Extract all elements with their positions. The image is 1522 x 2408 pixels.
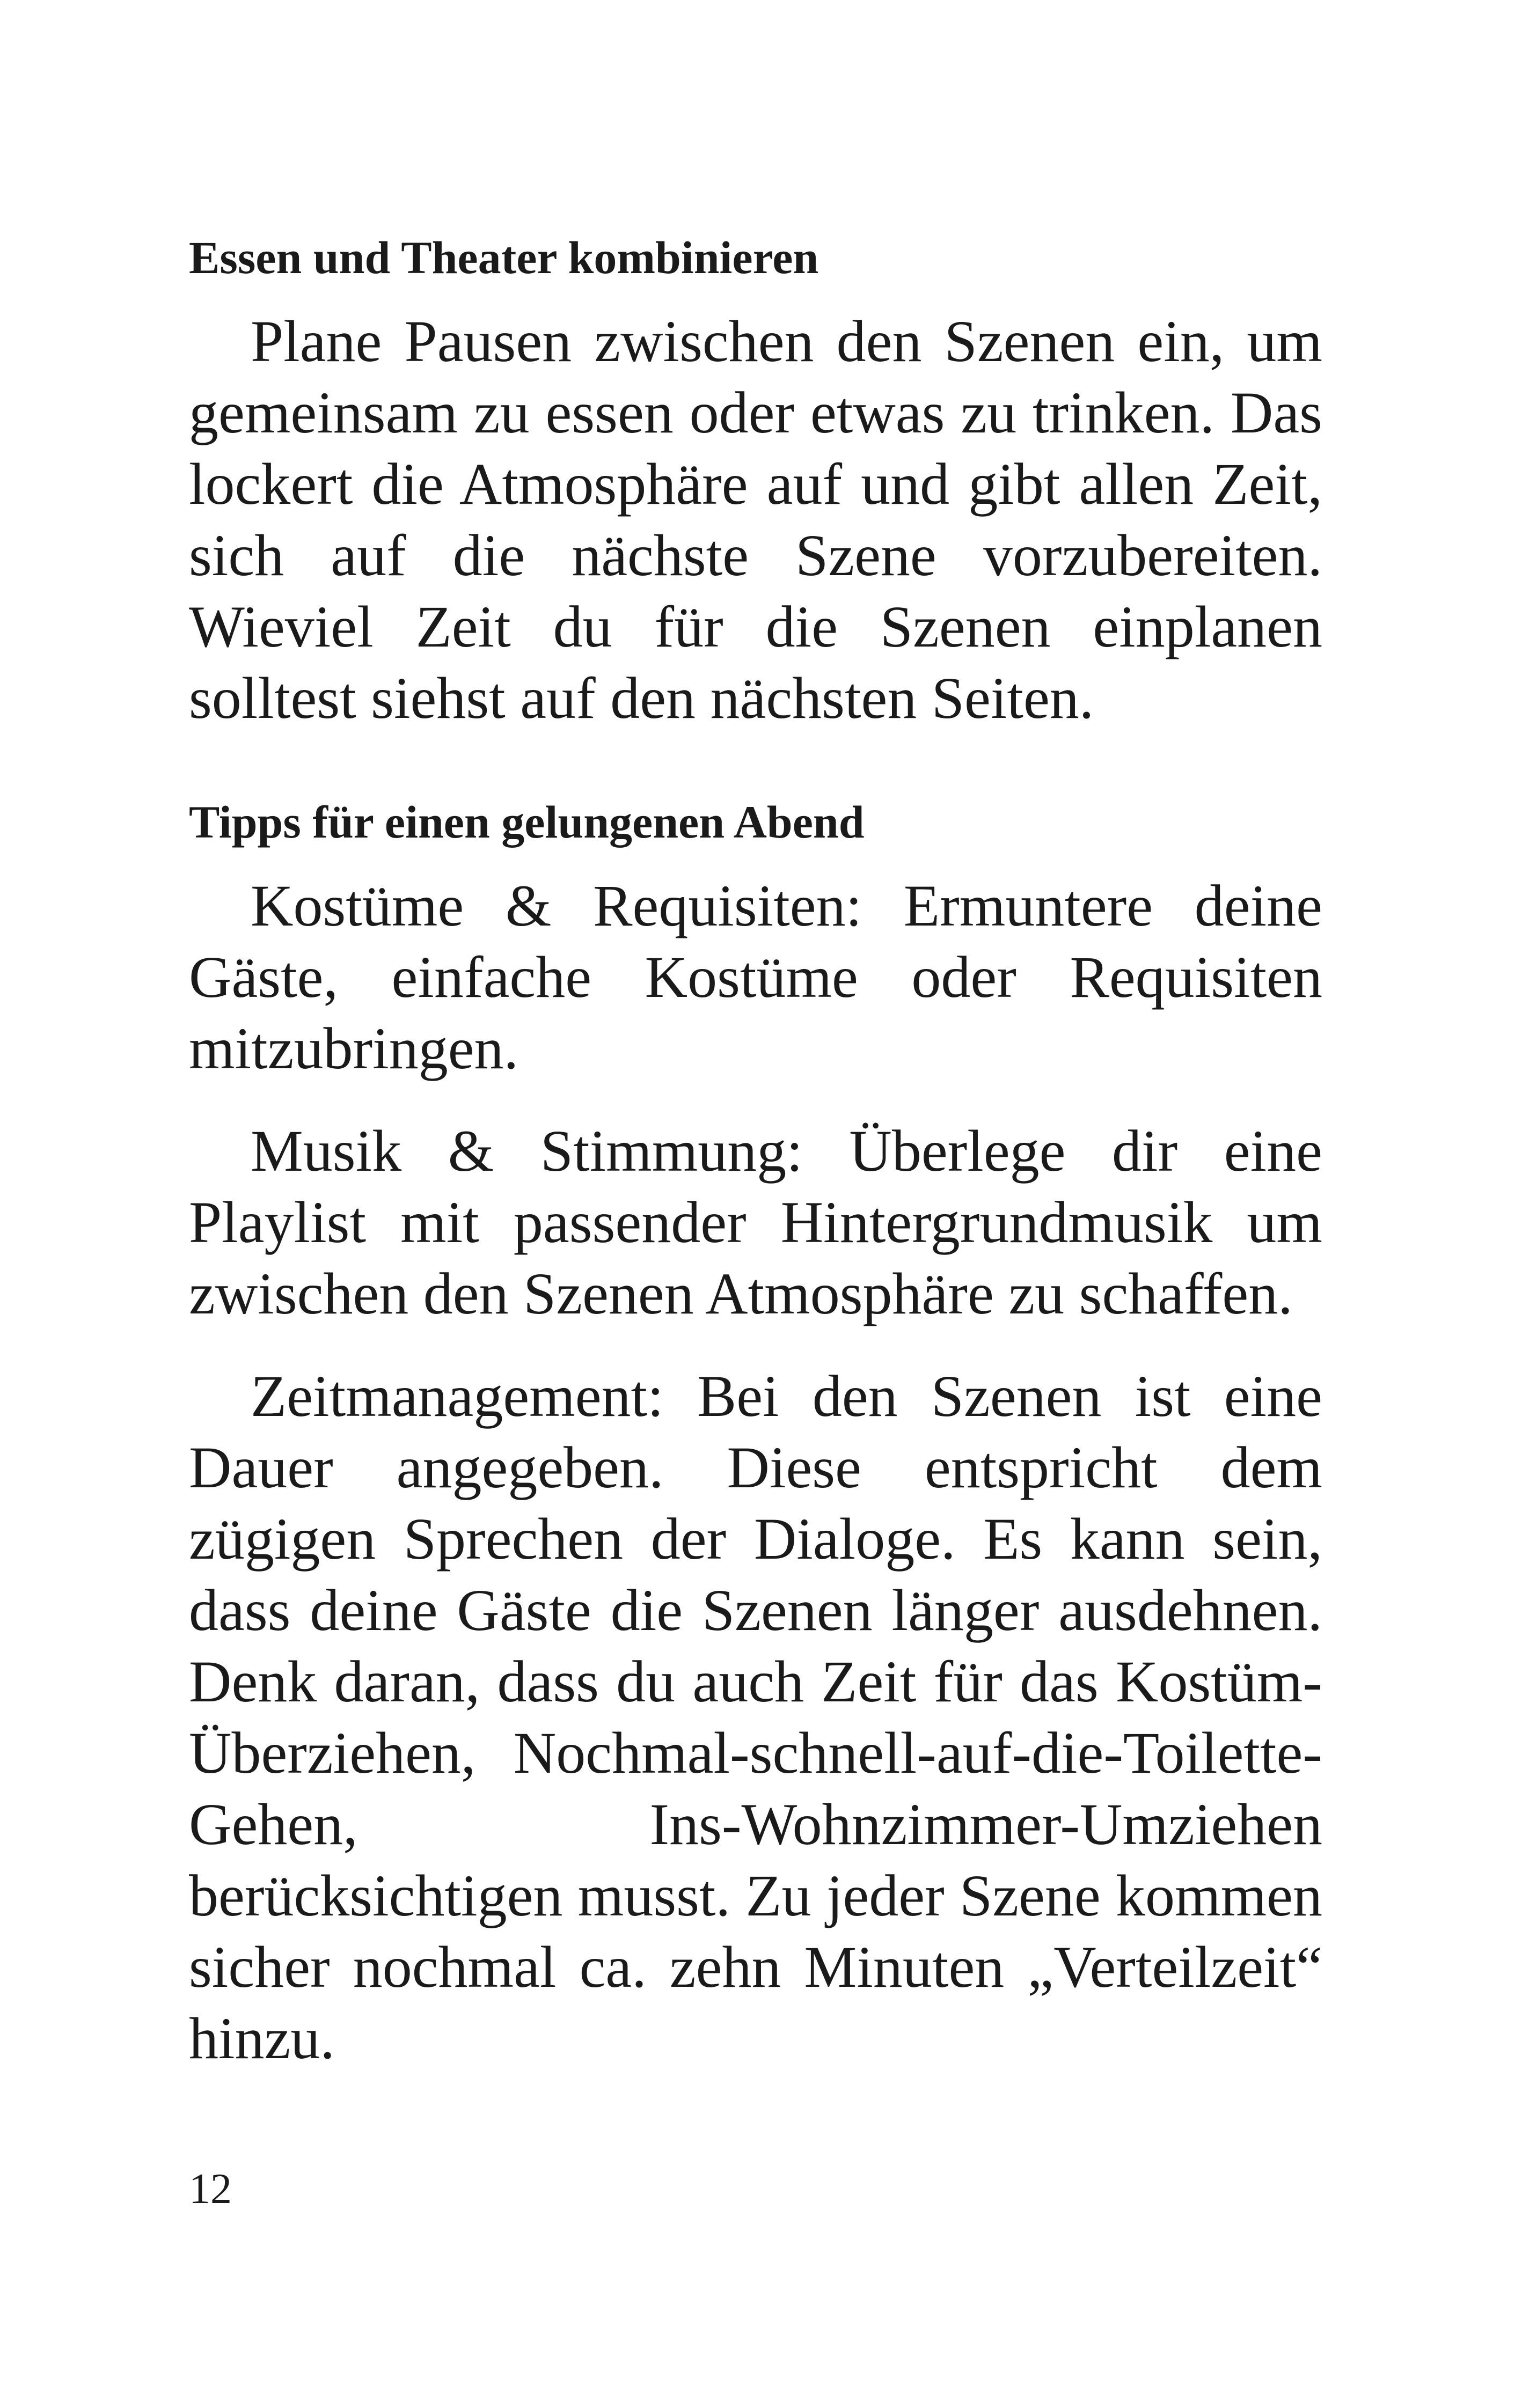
paragraph-musik: Musik & Stimmung: Überlege dir eine Playlist mit passender Hintergrundmusik um zwischen den Szenen Atmosphäre zu schaffen. [189, 1118, 1322, 1326]
page-body [189, 225, 1322, 2074]
paragraph-kostueme: Kostüme & Requisiten: Ermuntere deine Gäste, einfache Kostüme oder Requisiten mitzubringen. [189, 873, 1322, 1081]
page-number: 12 [189, 2165, 232, 2213]
section-heading-essen-theater: Essen und Theater kombinieren [189, 232, 819, 283]
paragraph-pausen: Plane Pausen zwischen den Szenen ein, um gemeinsam zu essen oder etwas zu trinken. Das lockert die Atmosphäre auf und gibt allen Zeit, sich auf die nächste Szene vorzubereiten. Wieviel Zeit du für die Szenen einplanen solltest siehst auf den nächsten Seiten. [189, 309, 1322, 731]
section-heading-tipps: Tipps für einen gelungenen Abend [189, 796, 865, 848]
paragraph-zeitmanagement: Zeitmanagement: Bei den Szenen ist eine Dauer angegeben. Diese entspricht dem zügigen Sprechen der Dialoge. Es kann sein, dass deine Gäste die Szenen länger ausdehnen. Denk daran, dass du auch Zeit für das Kostüm-Überziehen, Nochmal-schnell-auf-die-Toilette-Gehen, Ins-Wohnzimmer-Umziehen berücksichtigen musst. Zu jeder Szene kommen sicher nochmal ca. zehn Minuten „Verteilzeit“ hinzu. [189, 1363, 1322, 2071]
